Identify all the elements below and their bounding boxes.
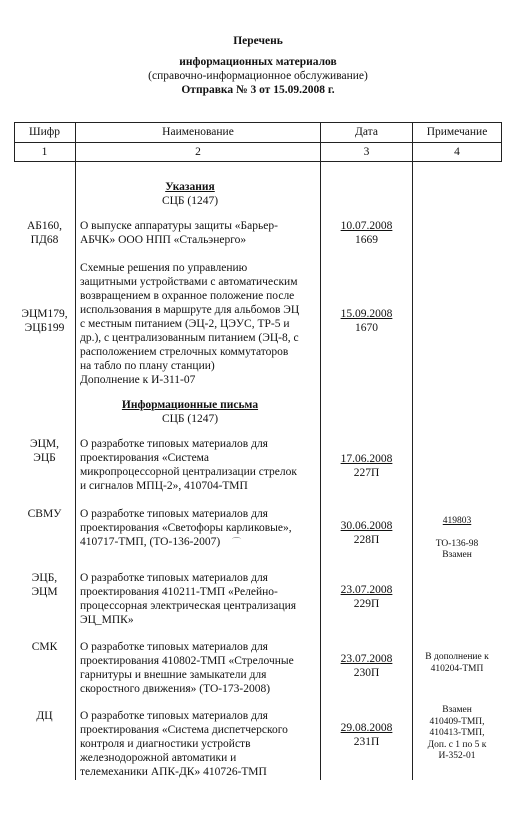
col-divider-1 (75, 122, 76, 780)
row-doc-number: 230П (353, 667, 380, 679)
section-title: Информационные письма (121, 399, 259, 411)
row-name: О разработке типовых материалов для проектирования 410211-ТМП «Релейно- процессорная электрическая централизация ЭЦ_МПК» (80, 572, 297, 626)
row-date (321, 452, 412, 480)
row-doc-number: 228П (353, 534, 380, 546)
row-name: О выпуске аппаратуры защиты «Барьер- АБЧК» ООО НПП «Стальэнерго» (80, 220, 278, 246)
row-doc-number: 229П (353, 598, 380, 610)
row-date-value: 29.08.2008 (340, 722, 393, 734)
row-name: О разработке типовых материалов для проектирования 410802-ТМП «Стрелочные гарнитуры и внешние замыкатели для скоростного движения» (ТО-173-2008) (80, 641, 294, 695)
row-doc-number: 1669 (355, 234, 378, 246)
col-header-note: Примечание (426, 126, 488, 138)
doc-dispatch: Отправка № 3 от 15.09.2008 г. (181, 84, 335, 96)
row-name: Схемные решения по управлению защитными устройствами с автоматическим возвращением в охранное положение после использования в маршруте для альбомов ЭЦ с местным питанием (ЭЦ-2, ЦЭУС, ТР-5 и др.), с централизованным питанием (ЭЦ-8, с расположением стрелочных коммутаторов на табло по плану станции) Дополнение к И-311-07 (80, 262, 300, 386)
row-date-value: 15.09.2008 (340, 308, 393, 320)
table-top-rule (14, 122, 502, 123)
row-note: В дополнение к 410204-ТМП (425, 652, 489, 674)
col-number-3: 3 (363, 146, 370, 158)
section-subtitle: СЦБ (1247) (161, 413, 219, 425)
row-code: ЭЦМ179, ЭЦБ199 (21, 308, 68, 334)
row-code: ЭЦБ, ЭЦМ (31, 572, 58, 598)
pen-mark: ⌒ (232, 537, 242, 547)
row-date (321, 583, 412, 611)
row-doc-number: 227П (353, 467, 380, 479)
row-doc-number: 1670 (355, 322, 378, 334)
doc-subtitle-note: (справочно-информационное обслуживание) (148, 70, 368, 82)
doc-subtitle: информационных материалов (179, 56, 337, 68)
section-title: Указания (165, 181, 215, 193)
row-date (321, 219, 412, 247)
row-code: АБ160, ПД68 (26, 220, 63, 246)
row-date (321, 519, 412, 547)
col-header-name: Наименование (162, 126, 234, 138)
col-number-4: 4 (454, 146, 460, 158)
row-doc-number: 231П (353, 736, 380, 748)
row-date-value: 23.07.2008 (340, 653, 393, 665)
row-note-ref: 419803 (442, 515, 472, 526)
section-subtitle: СЦБ (1247) (161, 195, 219, 207)
row-date-value: 23.07.2008 (340, 584, 393, 596)
col-divider-3 (412, 122, 413, 780)
row-name: О разработке типовых материалов для проектирования «Система диспетчерского контроля и диагностики устройств железнодорожной автоматики и телемеханики АПК-ДК» 410726-ТМП (80, 710, 288, 778)
row-note: Взамен 410409-ТМП, 410413-ТМП, Доп. с 1 по 5 к И-352-01 (427, 705, 487, 761)
row-code: ДЦ (36, 710, 53, 722)
row-note-text: ТО-136-98 Взамен (435, 538, 479, 560)
row-date (321, 721, 412, 749)
row-date-value: 17.06.2008 (340, 453, 393, 465)
row-date-value: 30.06.2008 (340, 520, 393, 532)
table-header-rule (14, 142, 502, 143)
table-right-rule (501, 122, 502, 162)
row-code: ЭЦМ, ЭЦБ (30, 438, 59, 464)
row-code: СВМУ (27, 508, 62, 520)
row-name: О разработке типовых материалов для проектирования «Светофоры карликовые», 410717-ТМП, (ТО-136-2007) (80, 508, 292, 548)
doc-title: Перечень (233, 35, 283, 47)
row-code: СМК (31, 641, 58, 653)
row-date-value: 10.07.2008 (340, 220, 393, 232)
col-header-date: Дата (355, 126, 378, 138)
row-date (321, 652, 412, 680)
row-date (321, 307, 412, 335)
col-number-1: 1 (41, 146, 48, 158)
row-note (413, 504, 501, 573)
section-heading (110, 398, 270, 426)
table-numbers-rule (14, 161, 502, 162)
col-number-2: 2 (195, 146, 201, 158)
section-heading (110, 180, 270, 208)
col-header-code: Шифр (29, 126, 60, 138)
row-name: О разработке типовых материалов для проектирования «Система микропроцессорной централизации стрелок и сигналов МПЦ-2», 410704-ТМП (80, 438, 297, 492)
